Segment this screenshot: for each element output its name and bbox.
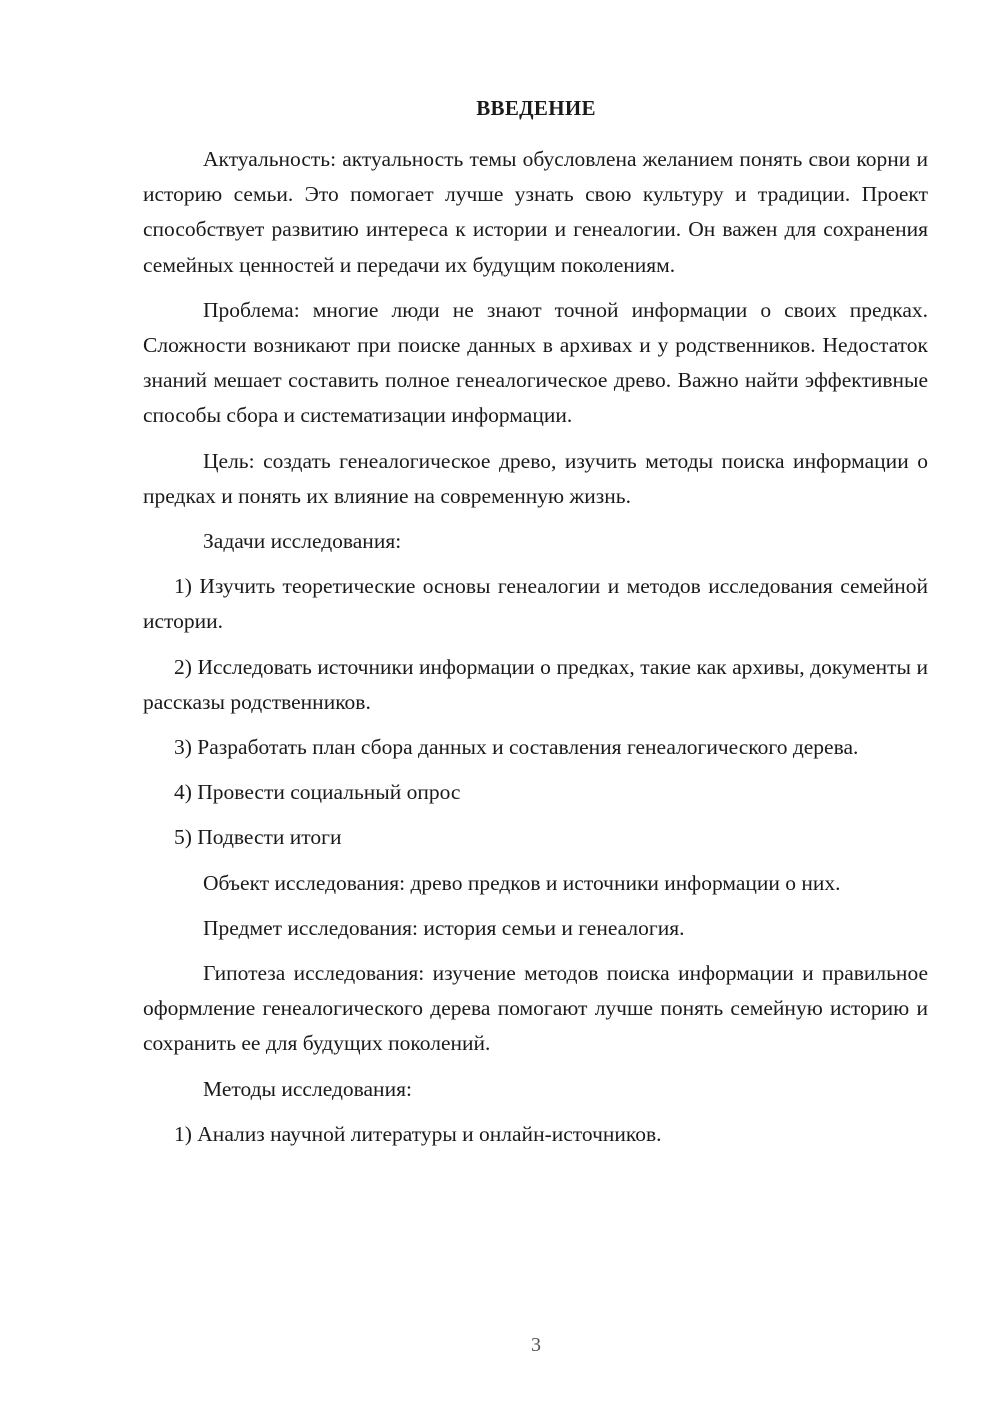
paragraph-subject: Предмет исследования: история семьи и генеалогия. xyxy=(203,915,685,940)
task-item-4: 4) Провести социальный опрос xyxy=(174,780,461,805)
paragraph-relevance: Актуальность: актуальность темы обусловлена желанием понять свои корни и историю семьи. Это помогает лучше узнать свою культуру и традиции. Проект способствует развитию интереса к истории и генеалогии. Он важен для сохранения семейных ценностей и передачи их будущим поколениям. xyxy=(143,147,928,277)
paragraph-goal: Цель: создать генеалогическое древо, изучить методы поиска информации о предках и понять их влияние на современную жизнь. xyxy=(143,448,928,508)
paragraph-problem: Проблема: многие люди не знают точной информации о своих предках. Сложности возникают при поиске данных в архивах и у родственников. Недостаток знаний мешает составить полное генеалогическое древо. Важно найти эффективные способы сбора и систематизации информации. xyxy=(143,297,928,428)
tasks-heading: Задачи исследования: xyxy=(203,529,402,554)
methods-heading: Методы исследования: xyxy=(203,1076,412,1101)
task-item-1: 1) Изучить теоретические основы генеалогии и методов исследования семейной истории. xyxy=(143,574,928,634)
document-body xyxy=(143,142,928,1152)
page-title: ВВЕДЕНИЕ xyxy=(476,96,596,120)
paragraph-object: Объект исследования: древо предков и источники информации о них. xyxy=(203,870,841,895)
page-number: 3 xyxy=(531,1334,541,1356)
method-item-1: 1) Анализ научной литературы и онлайн-источников. xyxy=(174,1121,662,1146)
paragraph-hypothesis: Гипотеза исследования: изучение методов поиска информации и правильное оформление генеалогического дерева помогают лучше понять семейную историю и сохранить ее для будущих поколений. xyxy=(143,961,928,1056)
task-item-2: 2) Исследовать источники информации о предках, такие как архивы, документы и рассказы родственников. xyxy=(143,654,928,714)
task-item-3: 3) Разработать план сбора данных и составления генеалогического дерева. xyxy=(174,735,859,760)
task-item-5: 5) Подвести итоги xyxy=(174,825,342,850)
